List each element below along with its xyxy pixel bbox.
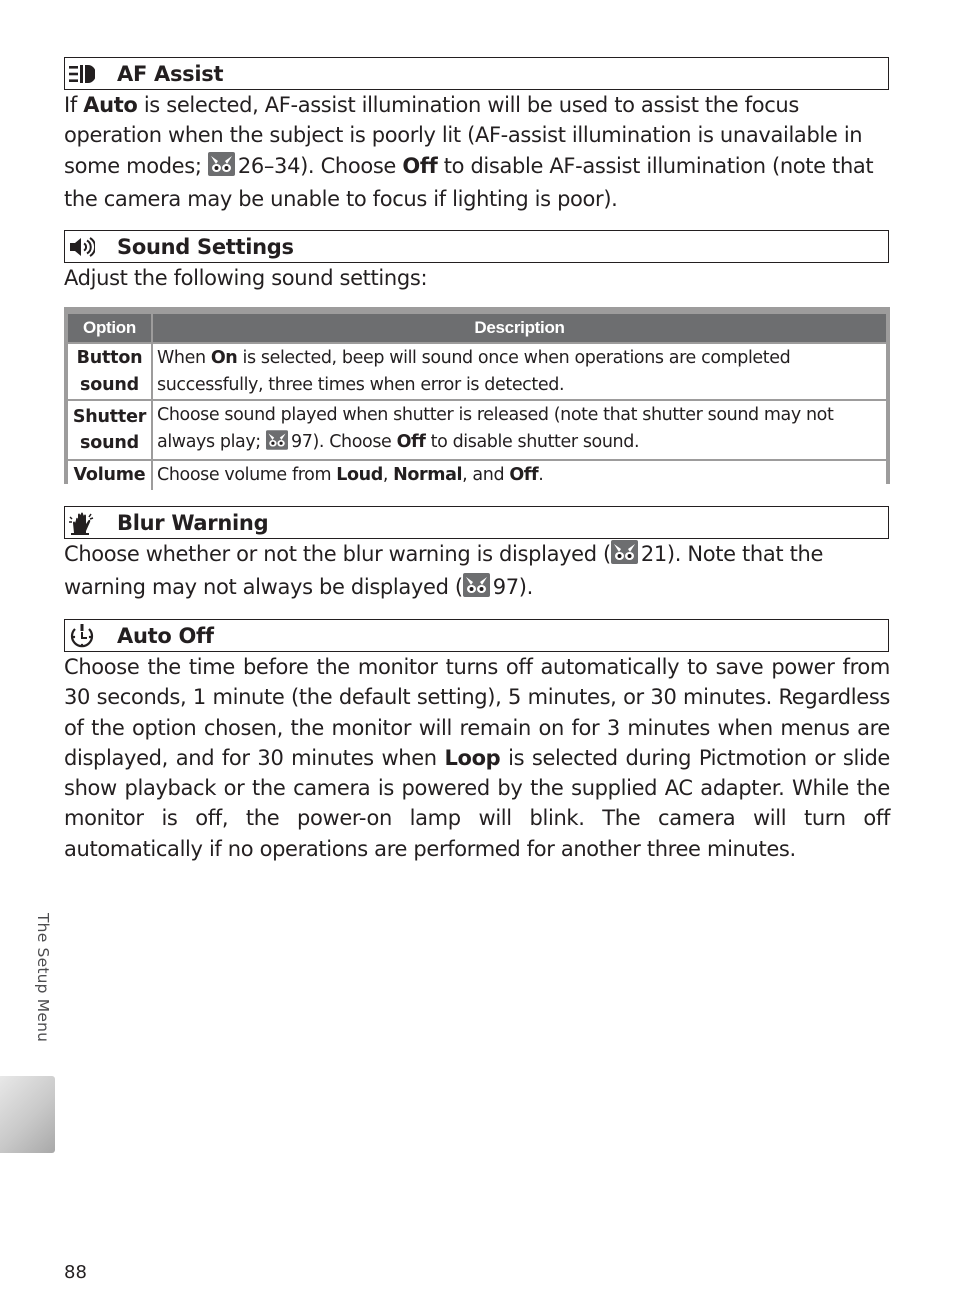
table-row	[68, 401, 886, 459]
chapter-tab-marker	[0, 1076, 55, 1153]
sound-settings-heading	[64, 230, 889, 263]
column-header-description: Description	[153, 314, 886, 342]
blur-warning-title: Blur Warning	[117, 510, 269, 535]
af-assist-heading	[64, 57, 889, 90]
column-header-option: Option	[68, 314, 153, 342]
page-reference-icon	[463, 573, 490, 605]
description-cell: When On is selected, beep will sound once when operations are completed successfully, three times when error is detected.	[153, 344, 886, 399]
option-cell: Button sound	[68, 344, 153, 399]
page-reference-icon	[266, 430, 288, 459]
af-assist-title: AF Assist	[117, 61, 224, 86]
speaker-icon	[67, 235, 97, 259]
sound-settings-title: Sound Settings	[117, 234, 294, 259]
sound-settings-intro: Adjust the following sound settings:	[64, 266, 428, 290]
option-cell: Volume	[68, 461, 153, 490]
af-assist-text: If Auto is selected, AF-assist illumination will be used to assist the focus operation when the subject is poorly lit (AF-assist illumination is unavailable in some modes; 26–34). Choose Off to disable AF-assist illumination (note that the camera may be unable to focus if lighting is poor).	[64, 93, 874, 211]
page-reference-icon	[611, 540, 638, 572]
chapter-side-label: The Setup Menu	[34, 913, 52, 1043]
hand-shake-icon	[67, 511, 97, 535]
auto-off-text: Choose the time before the monitor turns off automatically to save power from 30 seconds, 1 minute (the default setting), 5 minutes, or 30 minutes. Regardless of the option chosen, the monitor will remain on for 3 minutes when menus are displayed, and for 30 minutes when Loop is selected during Pictmotion or slide show playback or the camera is powered by the supplied AC adapter. While the monitor is off, the power-on lamp will blink. The camera will turn off automatically if no operations are performed for another three minutes.	[64, 655, 891, 861]
page-reference-icon	[208, 152, 235, 184]
page-number: 88	[64, 1262, 87, 1283]
description-cell: Choose volume from Loud, Normal, and Off.	[153, 461, 886, 490]
auto-off-title: Auto Off	[117, 623, 214, 648]
auto-off-heading	[64, 619, 889, 652]
table-row	[68, 461, 886, 490]
description-cell: Choose sound played when shutter is released (note that shutter sound may not always play; 97). Choose Off to disable shutter sound.	[153, 401, 886, 459]
blur-warning-heading	[64, 506, 889, 539]
blur-warning-text: Choose whether or not the blur warning is displayed ( 21). Note that the warning may not always be displayed ( 97).	[64, 539, 890, 606]
table-header-row	[68, 314, 886, 342]
timer-icon	[67, 624, 97, 648]
sound-settings-table	[64, 307, 890, 484]
option-cell: Shutter sound	[68, 401, 153, 459]
table-row	[68, 344, 886, 399]
af-assist-icon	[67, 62, 97, 86]
